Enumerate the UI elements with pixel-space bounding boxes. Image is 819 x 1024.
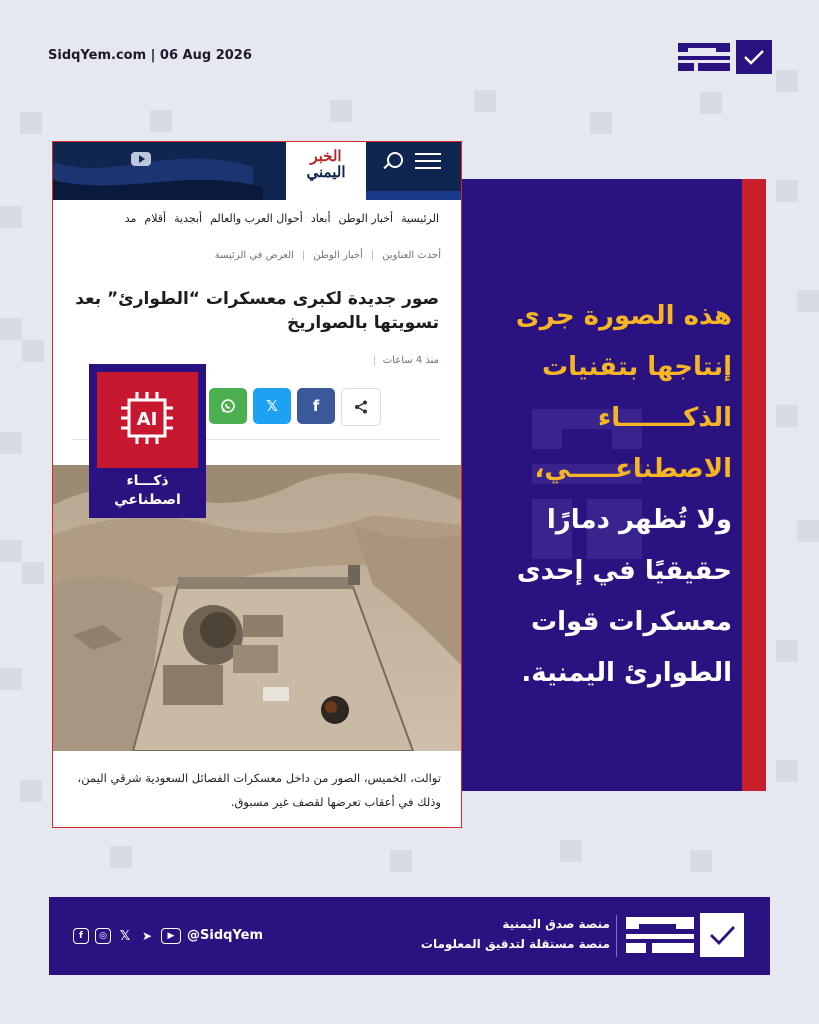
platform-name: منصة صدق اليمنية <box>502 917 610 931</box>
verdict-text <box>476 291 732 699</box>
nav-item-homeland-news[interactable]: أخبار الوطن <box>338 212 394 225</box>
whatsapp-share-button[interactable] <box>209 388 247 424</box>
accent-bar <box>742 179 766 791</box>
nav-item-truncated[interactable]: مد <box>124 212 137 225</box>
verdict-line: هذه الصورة جرى <box>515 301 732 331</box>
social-icons <box>73 928 181 944</box>
x-icon[interactable]: 𝕏 <box>119 928 131 944</box>
share-button[interactable] <box>341 388 381 426</box>
ai-badge-icon-box <box>97 372 198 468</box>
site-logo[interactable] <box>286 142 366 200</box>
platform-subtitle: منصة مستقلة لتدقيق المعلومات <box>420 937 610 951</box>
verdict-line: الذكـــــــاء <box>597 403 732 433</box>
search-icon[interactable] <box>387 152 403 168</box>
article-headline: صور جديدة لكبرى معسكرات “الطوارئ” بعد تسويتها بالصواريخ <box>75 289 439 333</box>
ai-generated-badge <box>89 364 206 518</box>
site-logo-line2: اليمني <box>306 163 346 181</box>
breadcrumb-latest[interactable]: أحدث العناوين <box>382 250 441 261</box>
nav-item-arab-world[interactable]: أحوال العرب والعالم <box>210 212 303 225</box>
nav-item-pens[interactable]: أقلام <box>144 212 167 225</box>
hamburger-menu-icon[interactable] <box>415 153 441 169</box>
verdict-line: إنتاجها بتقنيات <box>542 352 732 382</box>
facebook-share-button[interactable] <box>297 388 335 424</box>
breadcrumb-homeland-news[interactable]: أخبار الوطن <box>313 250 363 261</box>
telegram-icon[interactable]: ➤ <box>141 929 153 943</box>
instagram-icon[interactable]: ◎ <box>95 928 111 944</box>
header-wave-decoration <box>53 142 461 200</box>
share-icon <box>353 399 369 415</box>
verdict-panel <box>462 179 742 791</box>
article-excerpt: توالت، الخميس، الصور من داخل معسكرات الفصائل السعودية شرقي اليمن، وذلك في أعقاب تعرضها لقصف غير مسبوق. <box>77 771 441 809</box>
sidqyem-logo <box>624 913 744 957</box>
facebook-icon[interactable]: f <box>73 928 89 944</box>
nav-item-dimensions[interactable]: أبعاد <box>310 212 331 225</box>
footer-divider <box>616 915 617 957</box>
site-nav <box>125 212 439 225</box>
site-logo-line1: الخبر <box>310 147 342 165</box>
youtube-icon[interactable]: ▶ <box>161 928 181 944</box>
verdict-line: معسكرات قوات <box>531 607 732 637</box>
article-time: منذ 4 ساعات <box>374 355 439 366</box>
ai-badge-line2: اصطناعي <box>114 492 181 508</box>
ai-chip-icon <box>119 390 175 446</box>
site-header <box>53 142 461 200</box>
source-date-line: SidqYem.com | 06 Aug 2026 <box>48 48 252 63</box>
verdict-line: الاصطناعـــــي، <box>534 454 732 484</box>
breadcrumb-featured[interactable]: العرض في الرئيسة <box>214 250 294 261</box>
whatsapp-icon <box>220 398 236 414</box>
facebook-icon: f <box>312 397 320 415</box>
social-handle[interactable]: @SidqYem <box>187 928 264 943</box>
nav-item-abjadiya[interactable]: أبجدية <box>174 212 203 225</box>
x-share-button[interactable] <box>253 388 291 424</box>
verdict-line: حقيقيًا في إحدى <box>516 556 732 586</box>
ai-chip-label: AI <box>136 409 158 430</box>
nav-item-home[interactable]: الرئيسية <box>401 212 439 225</box>
x-icon: 𝕏 <box>265 397 279 415</box>
breadcrumb-separator: | <box>301 250 306 261</box>
breadcrumb <box>215 250 441 261</box>
footer-bar <box>49 897 770 975</box>
verdict-line: ولا تُظهر دمارًا <box>546 505 732 535</box>
sidqyem-logo <box>676 40 772 74</box>
ai-badge-line1: ذكـــاء <box>126 473 169 489</box>
verdict-line: الطوارئ اليمنية. <box>521 658 732 688</box>
breadcrumb-separator: | <box>370 250 375 261</box>
youtube-icon[interactable] <box>131 152 151 166</box>
